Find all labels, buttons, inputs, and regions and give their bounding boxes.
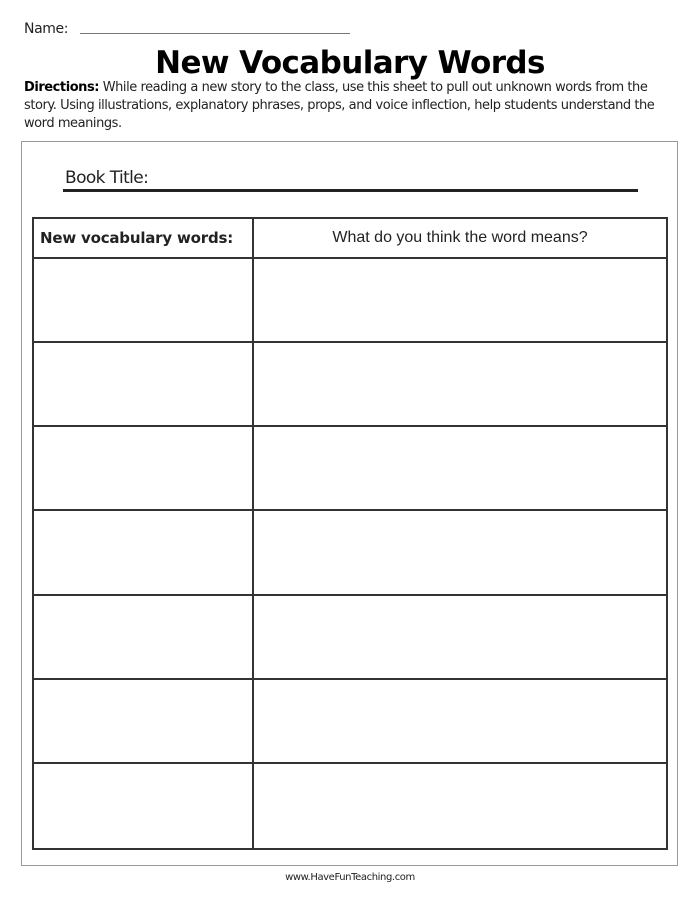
directions-text: While reading a new story to the class, use this sheet to pull out unknown words from the story. Using illustrations, explanatory phrases, props, and voice inflection, help students understand the word meanings. bbox=[24, 80, 655, 131]
table-row-2-word-cell[interactable] bbox=[34, 343, 254, 427]
table-row-7-meaning-cell[interactable] bbox=[254, 764, 666, 848]
table-row-2-meaning-cell[interactable] bbox=[254, 343, 666, 427]
column-header-word-meaning: What do you think the word means? bbox=[254, 219, 666, 259]
table-row-1-word-cell[interactable] bbox=[34, 259, 254, 343]
table-row-6-word-cell[interactable] bbox=[34, 680, 254, 764]
table-row-3-meaning-cell[interactable] bbox=[254, 427, 666, 511]
table-row-6-meaning-cell[interactable] bbox=[254, 680, 666, 764]
vocabulary-table bbox=[32, 217, 668, 850]
table-row-4-word-cell[interactable] bbox=[34, 511, 254, 595]
directions-label: Directions: bbox=[24, 80, 100, 95]
table-row-5-word-cell[interactable] bbox=[34, 596, 254, 680]
name-input-line[interactable] bbox=[80, 33, 350, 34]
book-title-input-line[interactable] bbox=[63, 189, 638, 192]
table-row-7-word-cell[interactable] bbox=[34, 764, 254, 848]
footer-website: www.HaveFunTeaching.com bbox=[285, 872, 415, 883]
book-title-label: Book Title: bbox=[65, 168, 149, 188]
table-row-3-word-cell[interactable] bbox=[34, 427, 254, 511]
table-row-1-meaning-cell[interactable] bbox=[254, 259, 666, 343]
table-row-4-meaning-cell[interactable] bbox=[254, 511, 666, 595]
name-field-row bbox=[24, 20, 364, 40]
page-title: New Vocabulary Words bbox=[155, 45, 545, 81]
name-label: Name: bbox=[24, 21, 69, 37]
table-row-5-meaning-cell[interactable] bbox=[254, 596, 666, 680]
column-header-vocabulary-words: New vocabulary words: bbox=[34, 219, 254, 259]
directions bbox=[24, 79, 674, 133]
